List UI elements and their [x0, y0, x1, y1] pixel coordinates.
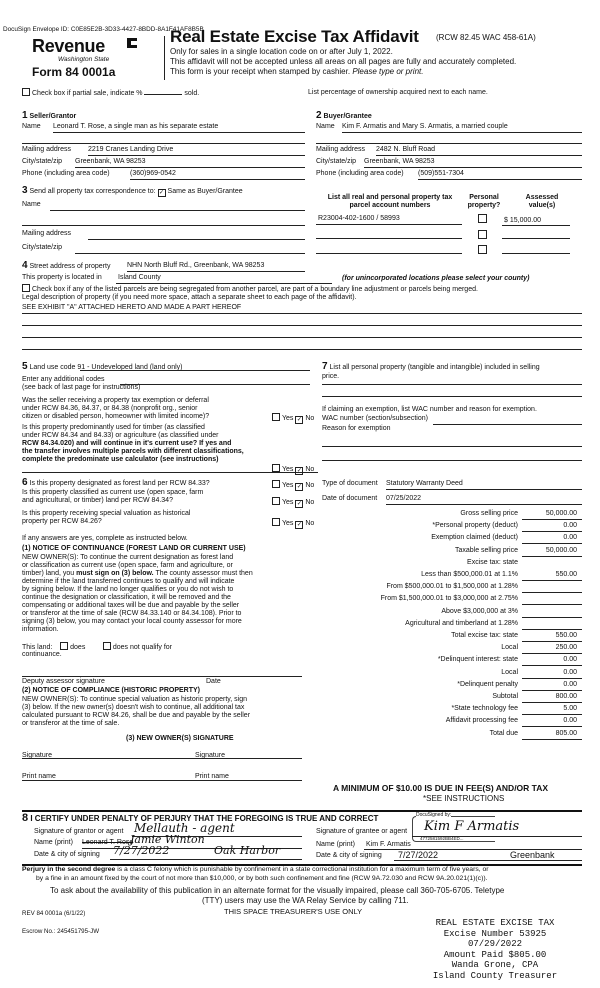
seller-heading: 1 Seller/Grantor [22, 110, 77, 121]
personal-property-checkbox-1[interactable] [478, 214, 487, 223]
street-address[interactable]: NHN North Bluff Rd., Greenbank, WA 98253 [127, 262, 265, 269]
document-type[interactable]: Statutory Warranty Deed [386, 480, 463, 487]
tax-row-label: *Personal property (deduct) [432, 522, 518, 530]
grantor-date[interactable]: 7/27/2022 [113, 844, 170, 857]
tax-row-value[interactable]: 800.00 [555, 693, 577, 700]
tax-row-value[interactable]: 0.00 [563, 522, 577, 530]
tax-row-underline [522, 665, 582, 666]
notice-compliance-body: NEW OWNER(S): To continue special valuation as historic property, sign (3) below. If the new owner(s) doesn't wish to continue, all additional tax calculated pursuant to RCW 84.26, shall be due and payable by the seller or transferor at the time of sale. [22, 696, 251, 728]
tax-row-underline [522, 580, 582, 581]
logo-subtitle: Washington State [58, 56, 110, 63]
legal-description[interactable]: SEE EXHIBIT "A" ATTACHED HERETO AND MADE A PART HEREOF [22, 304, 242, 311]
treasurer-stamp: REAL ESTATE EXCISE TAX Excise Number 53925 07/29/2022 Amount Paid $805.00 Wanda Grone, CPA Island County Treasurer [432, 918, 558, 981]
historic-yes-checkbox[interactable] [272, 518, 280, 526]
parcel-header: List all real and personal property tax parcel account numbers [327, 194, 453, 210]
assessed-value[interactable]: $ 15,000.00 [504, 217, 541, 224]
tax-row-label: Total due [489, 729, 518, 737]
tax-row-value[interactable]: 550.00 [555, 571, 577, 578]
correspondence-city-label: City/state/zip [22, 244, 63, 251]
correspondence-address-label: Mailing address [22, 230, 72, 237]
seller-phone[interactable]: (360)969-0542 [130, 170, 176, 177]
notice-continuance-title: (1) NOTICE OF CONTINUANCE (FOREST LAND OR CURRENT USE) [22, 545, 246, 552]
current-use-no-checkbox[interactable]: ✓ [296, 501, 302, 507]
current-use-question: Is this property classified as current use (open space, farm and agricultural, or timber) land per RCW 84.34? [22, 489, 204, 505]
tax-row-underline [522, 702, 582, 703]
tax-row-underline [522, 690, 582, 691]
current-use-yes-no: Yes ✓ No [272, 497, 314, 508]
tax-row-underline [522, 592, 582, 593]
deputy-assessor-signature-label: Deputy assessor signature [22, 678, 105, 685]
tax-row-label: Excise tax: state [467, 558, 518, 566]
tax-row-underline [522, 519, 582, 520]
tax-row-value[interactable]: 0.00 [563, 534, 577, 542]
buyer-city-label: City/state/zip [316, 158, 357, 165]
timber-yes-no: Yes ✓ No [272, 464, 314, 475]
tax-row-label: Local [501, 668, 518, 676]
claim-exemption-label: If claiming an exemption, list WAC number and reason for exemption. [322, 406, 537, 413]
historic-no-checkbox[interactable]: ✓ [296, 522, 302, 528]
grantor-signature-label: Signature of grantor or agent [34, 828, 124, 835]
if-yes-note: If any answers are yes, complete as instructed below. [22, 535, 188, 542]
revenue-logo: Revenue [32, 36, 105, 56]
tax-row-value[interactable]: 50,000.00 [545, 510, 577, 517]
wac-number-label: WAC number (section/subsection) [322, 415, 428, 422]
historic-question: Is this property receiving special valuation as historical property per RCW 84.26? [22, 510, 191, 526]
grantee-name[interactable]: Kim F. Armatis [366, 841, 411, 848]
tax-row-value[interactable]: 0.00 [563, 656, 577, 664]
treasurer-use-label: THIS SPACE TREASURER'S USE ONLY [224, 907, 363, 916]
exemption-reason-label: Reason for exemption [322, 425, 391, 432]
form-title: Real Estate Excise Tax Affidavit [170, 27, 419, 46]
county-select[interactable]: Island County [118, 274, 161, 281]
tax-row-underline [522, 714, 582, 715]
tax-row-label: Above $3,000,000 at 3% [441, 607, 518, 615]
header-line-2: This affidavit will not be accepted unless all areas on all pages are fully and accurately completed. [170, 57, 517, 66]
certify-heading: 8 I CERTIFY UNDER PENALTY OF PERJURY THAT THE FOREGOING IS TRUE AND CORRECT [22, 812, 379, 824]
continuance-word: continuance. [22, 651, 62, 658]
land-use-code[interactable]: 91 - Undeveloped land (land only) [77, 364, 183, 371]
tax-row-label: *Delinquent interest: state [437, 656, 518, 664]
seller-city-label: City/state/zip [22, 158, 63, 165]
form-number: Form 84 0001a [32, 65, 116, 79]
docusign-id: 4772581592BB4ED... [420, 836, 464, 841]
forest-no-checkbox[interactable]: ✓ [296, 484, 302, 490]
document-type-label: Type of document [322, 480, 378, 487]
forest-question: 6 Is this property designated as forest land per RCW 84.33? [22, 477, 210, 488]
land-use-row: 5 Land use code 91 - Undeveloped land (land only) [22, 361, 183, 372]
revision-code: REV 84 0001a (6/1/22) [22, 910, 86, 917]
grantee-date[interactable]: 7/27/2022 [398, 850, 439, 860]
legal-description-label: Legal description of property (if you need more space, attach a separate sheet to each page of the affidavit). [22, 294, 357, 301]
tax-row-label: From $1,500,000.01 to $3,000,000 at 2.75% [380, 595, 518, 603]
buyer-heading: 2 Buyer/Grantee [316, 110, 372, 121]
tax-row-value[interactable]: 550.00 [555, 632, 577, 639]
tax-row-value[interactable]: 0.00 [563, 680, 577, 688]
exemption-yes-checkbox[interactable] [272, 413, 280, 421]
tax-row-underline [522, 543, 582, 544]
county-label: This property is located in [22, 274, 102, 281]
does-qualify-checkbox[interactable] [60, 642, 68, 650]
same-as-buyer-checkbox[interactable]: ✓ [159, 190, 165, 196]
segregation-row: Check box if any of the listed parcels are being segregated from another parcel, are part of a boundary line adjustment or parcels being merged. [22, 284, 478, 294]
list-percentage-note: List percentage of ownership acquired next to each name. [308, 89, 488, 96]
personal-property-header: Personal property? [467, 194, 501, 210]
tax-row-label: *State technology fee [451, 705, 518, 713]
tax-row-underline [522, 739, 582, 740]
tax-row-label: *Delinquent penalty [457, 680, 518, 688]
grantee-name-label: Name (print) [316, 841, 355, 848]
this-land-row: This land: does does not qualify for [22, 644, 172, 651]
tax-row-value[interactable]: 5.00 [563, 705, 577, 713]
tax-row-label: Gross selling price [460, 510, 518, 517]
tax-row-underline [522, 531, 582, 532]
grantor-name-label: Name (print) [34, 839, 73, 846]
tax-row-underline [522, 556, 582, 557]
grantee-signature[interactable]: Kim F Armatis [424, 819, 520, 834]
new-owner-signature-title: (3) NEW OWNER(S) SIGNATURE [126, 735, 234, 742]
document-date-label: Date of document [322, 495, 378, 502]
tax-row-underline [522, 617, 582, 618]
tax-row-underline [522, 629, 582, 630]
tax-row-label: Taxable selling price [454, 546, 518, 554]
correspondence-row: 3 Send all property tax correspondence to: ✓ Same as Buyer/Grantee [22, 185, 243, 196]
notice-continuance-body: NEW OWNER(S): To continue the current designation as forest land or classification as current use (open space, farm and agriculture, or timber) land, you must sign on (3) below. The county assessor must then determine if the land transferred continues to qualify and will indicate by signing below. If the land no longer qualifies or you do not wish to continue the designation or classification, it will be removed and the compensating or additional taxes will be due and payable by the seller or transferor at the time of sale (RCW 84.33.140 or 84.34.108). Prior to signing (3) below, you may contact your local county assessor for more information. [22, 554, 253, 634]
forest-yes-checkbox[interactable] [272, 480, 280, 488]
header-line-3: This form is your receipt when stamped by cashier. Please type or print. [170, 67, 424, 76]
buyer-address-label: Mailing address [316, 146, 366, 153]
seller-address-label: Mailing address [22, 146, 72, 153]
tax-row-value[interactable]: 0.00 [563, 717, 577, 725]
exemption-no-checkbox[interactable]: ✓ [296, 417, 302, 423]
tax-row-label: From $500,000.01 to $1,500,000 at 1.28% [386, 583, 518, 591]
notice-compliance-title: (2) NOTICE OF COMPLIANCE (HISTORIC PROPERTY) [22, 687, 200, 694]
forest-yes-no: Yes ✓ No [272, 480, 314, 491]
tax-row-label: Exemption claimed (deduct) [431, 534, 518, 542]
seller-phone-label: Phone (including area code) [22, 170, 110, 177]
tax-row-value[interactable]: 0.00 [563, 668, 577, 676]
additional-codes-label: Enter any additional codes (see back of last page for instructions) [22, 376, 141, 392]
correspondence-name-label: Name [22, 201, 41, 208]
seller-city[interactable]: Greenbank, WA 98253 [75, 158, 146, 165]
partial-sale-checkbox-row: Check box if partial sale, indicate % sold. [22, 88, 199, 98]
seller-name-label: Name [22, 123, 41, 130]
grantor-name-struck: Leonard T. Rose [82, 839, 134, 846]
docusigned-by-label: DocuSigned by: [416, 812, 452, 818]
buyer-phone-label: Phone (including area code) [316, 170, 404, 177]
owner-print-name-label-2: Print name [195, 773, 229, 780]
segregation-checkbox[interactable] [22, 284, 30, 292]
escrow-number: Escrow No.: 245451795-JW [22, 928, 100, 935]
buyer-address[interactable]: 2482 N. Bluff Road [376, 146, 436, 153]
tax-row-underline [522, 726, 582, 727]
tax-row-underline [522, 653, 582, 654]
tax-row-label: Agricultural and timberland at 1.28% [405, 619, 518, 627]
tax-row-label: Local [501, 644, 518, 652]
minimum-due-notice: A MINIMUM OF $10.00 IS DUE IN FEE(S) AND/OR TAX [333, 783, 549, 793]
personal-property-checkbox-3[interactable] [478, 245, 487, 254]
personal-property-checkbox-2[interactable] [478, 230, 487, 239]
header-line-1: Only for sales in a single location code on or after July 1, 2022. [170, 47, 393, 56]
docusign-envelope-id: DocuSign Envelope ID: C0E85E2B-3D33-4427-8BDD-8A1F41AF8B5B [3, 26, 204, 33]
tax-row-label: Less than $500,000.01 at 1.1% [421, 571, 518, 578]
parcel-number[interactable]: R23004-402-1600 / 58993 [318, 215, 400, 222]
tax-calculation-table [322, 510, 584, 760]
does-not-qualify-checkbox[interactable] [103, 642, 111, 650]
timber-question: Is this property predominantly used for timber (as classified under RCW 84.34 and 84.33) or agriculture (as classified under RCW 84.34.020) and will continue in it's current use? If yes and the transfer involves multiple parcels with different classifications, complete the predominate use calculator (see instructions) [22, 424, 244, 464]
grantee-date-label: Date & city of signing [316, 852, 382, 859]
exemption-yes-no: Yes ✓ No [272, 413, 314, 424]
personal-property-label: 7 List all personal property (tangible and intangible) included in selling price. [322, 361, 540, 380]
perjury-line-2: by a fine in an amount fixed by the court of not more than $10,000, or by both such confinement and fine (RCW 9A.72.030 and RCW 9A.20.021(1)(c)). [36, 875, 488, 882]
tax-row-underline [522, 678, 582, 679]
street-address-row: 4 Street address of property [22, 260, 111, 271]
owner-signature-label-2: Signature [195, 752, 225, 759]
tax-row-label: Subtotal [492, 693, 518, 700]
tax-row-label: Affidavit processing fee [445, 717, 518, 725]
buyer-phone[interactable]: (509)551-7304 [418, 170, 464, 177]
grantee-signature-label: Signature of grantee or agent [316, 828, 408, 835]
partial-sale-checkbox[interactable] [22, 88, 30, 96]
tax-row-value[interactable]: 50,000.00 [545, 546, 577, 554]
grantor-city[interactable]: Oak Harbor [214, 844, 281, 857]
historic-yes-no: Yes ✓ No [272, 518, 314, 529]
seller-name[interactable]: Leonard T. Rose, a single man as his separate estate [53, 123, 219, 130]
owner-signature-label-1: Signature [22, 752, 52, 759]
seller-address[interactable]: 2219 Cranes Landing Drive [88, 146, 174, 153]
see-instructions-note: *SEE INSTRUCTIONS [423, 794, 505, 803]
current-use-yes-checkbox[interactable] [272, 497, 280, 505]
grantor-name[interactable]: Jamie Winton [130, 833, 205, 846]
buyer-name-label: Name [316, 123, 335, 130]
buyer-city[interactable]: Greenbank, WA 98253 [364, 158, 435, 165]
assessed-value-header: Assessed value(s) [525, 194, 559, 210]
document-date[interactable]: 07/25/2022 [386, 495, 422, 502]
tax-row-value[interactable]: 805.00 [555, 729, 577, 737]
timber-no-checkbox[interactable]: ✓ [296, 468, 302, 474]
tax-row-underline [522, 641, 582, 642]
grantor-signature[interactable]: Mellauth - agent [134, 821, 235, 835]
alternate-format-line-2: (TTY) users may use the WA Relay Service by calling 711. [202, 896, 409, 905]
tax-row-label: Total excise tax: state [451, 632, 518, 639]
timber-yes-checkbox[interactable] [272, 464, 280, 472]
alternate-format-line-1: To ask about the availability of this publication in an alternate format for the visually impaired, please call 360-705-6705. Teletype [50, 886, 505, 895]
statute-ref: (RCW 82.45 WAC 458-61A) [436, 33, 536, 42]
revenue-logo-mark-icon [125, 36, 137, 50]
deputy-date-label: Date [206, 678, 221, 685]
owner-print-name-label-1: Print name [22, 773, 56, 780]
buyer-name[interactable]: Kim F. Armatis and Mary S. Armatis, a married couple [342, 123, 508, 130]
tax-row-underline [522, 604, 582, 605]
grantor-date-label: Date & city of signing [34, 851, 100, 858]
tax-row-value[interactable]: 250.00 [555, 644, 577, 652]
perjury-line-1: Perjury in the second degree is a class C felony which is punishable by confinement in a state correctional institution for a maximum term of five years, or [22, 866, 489, 873]
grantee-city[interactable]: Greenbank [510, 850, 555, 860]
exemption-question: Was the seller receiving a property tax exemption or deferral under RCW 84.36, 84.37, or 84.38 (nonprofit org., senior citizen or disabled person, homeowner with limited income)? [22, 397, 210, 421]
county-note: (for unincorporated locations please select your county) [342, 275, 530, 282]
